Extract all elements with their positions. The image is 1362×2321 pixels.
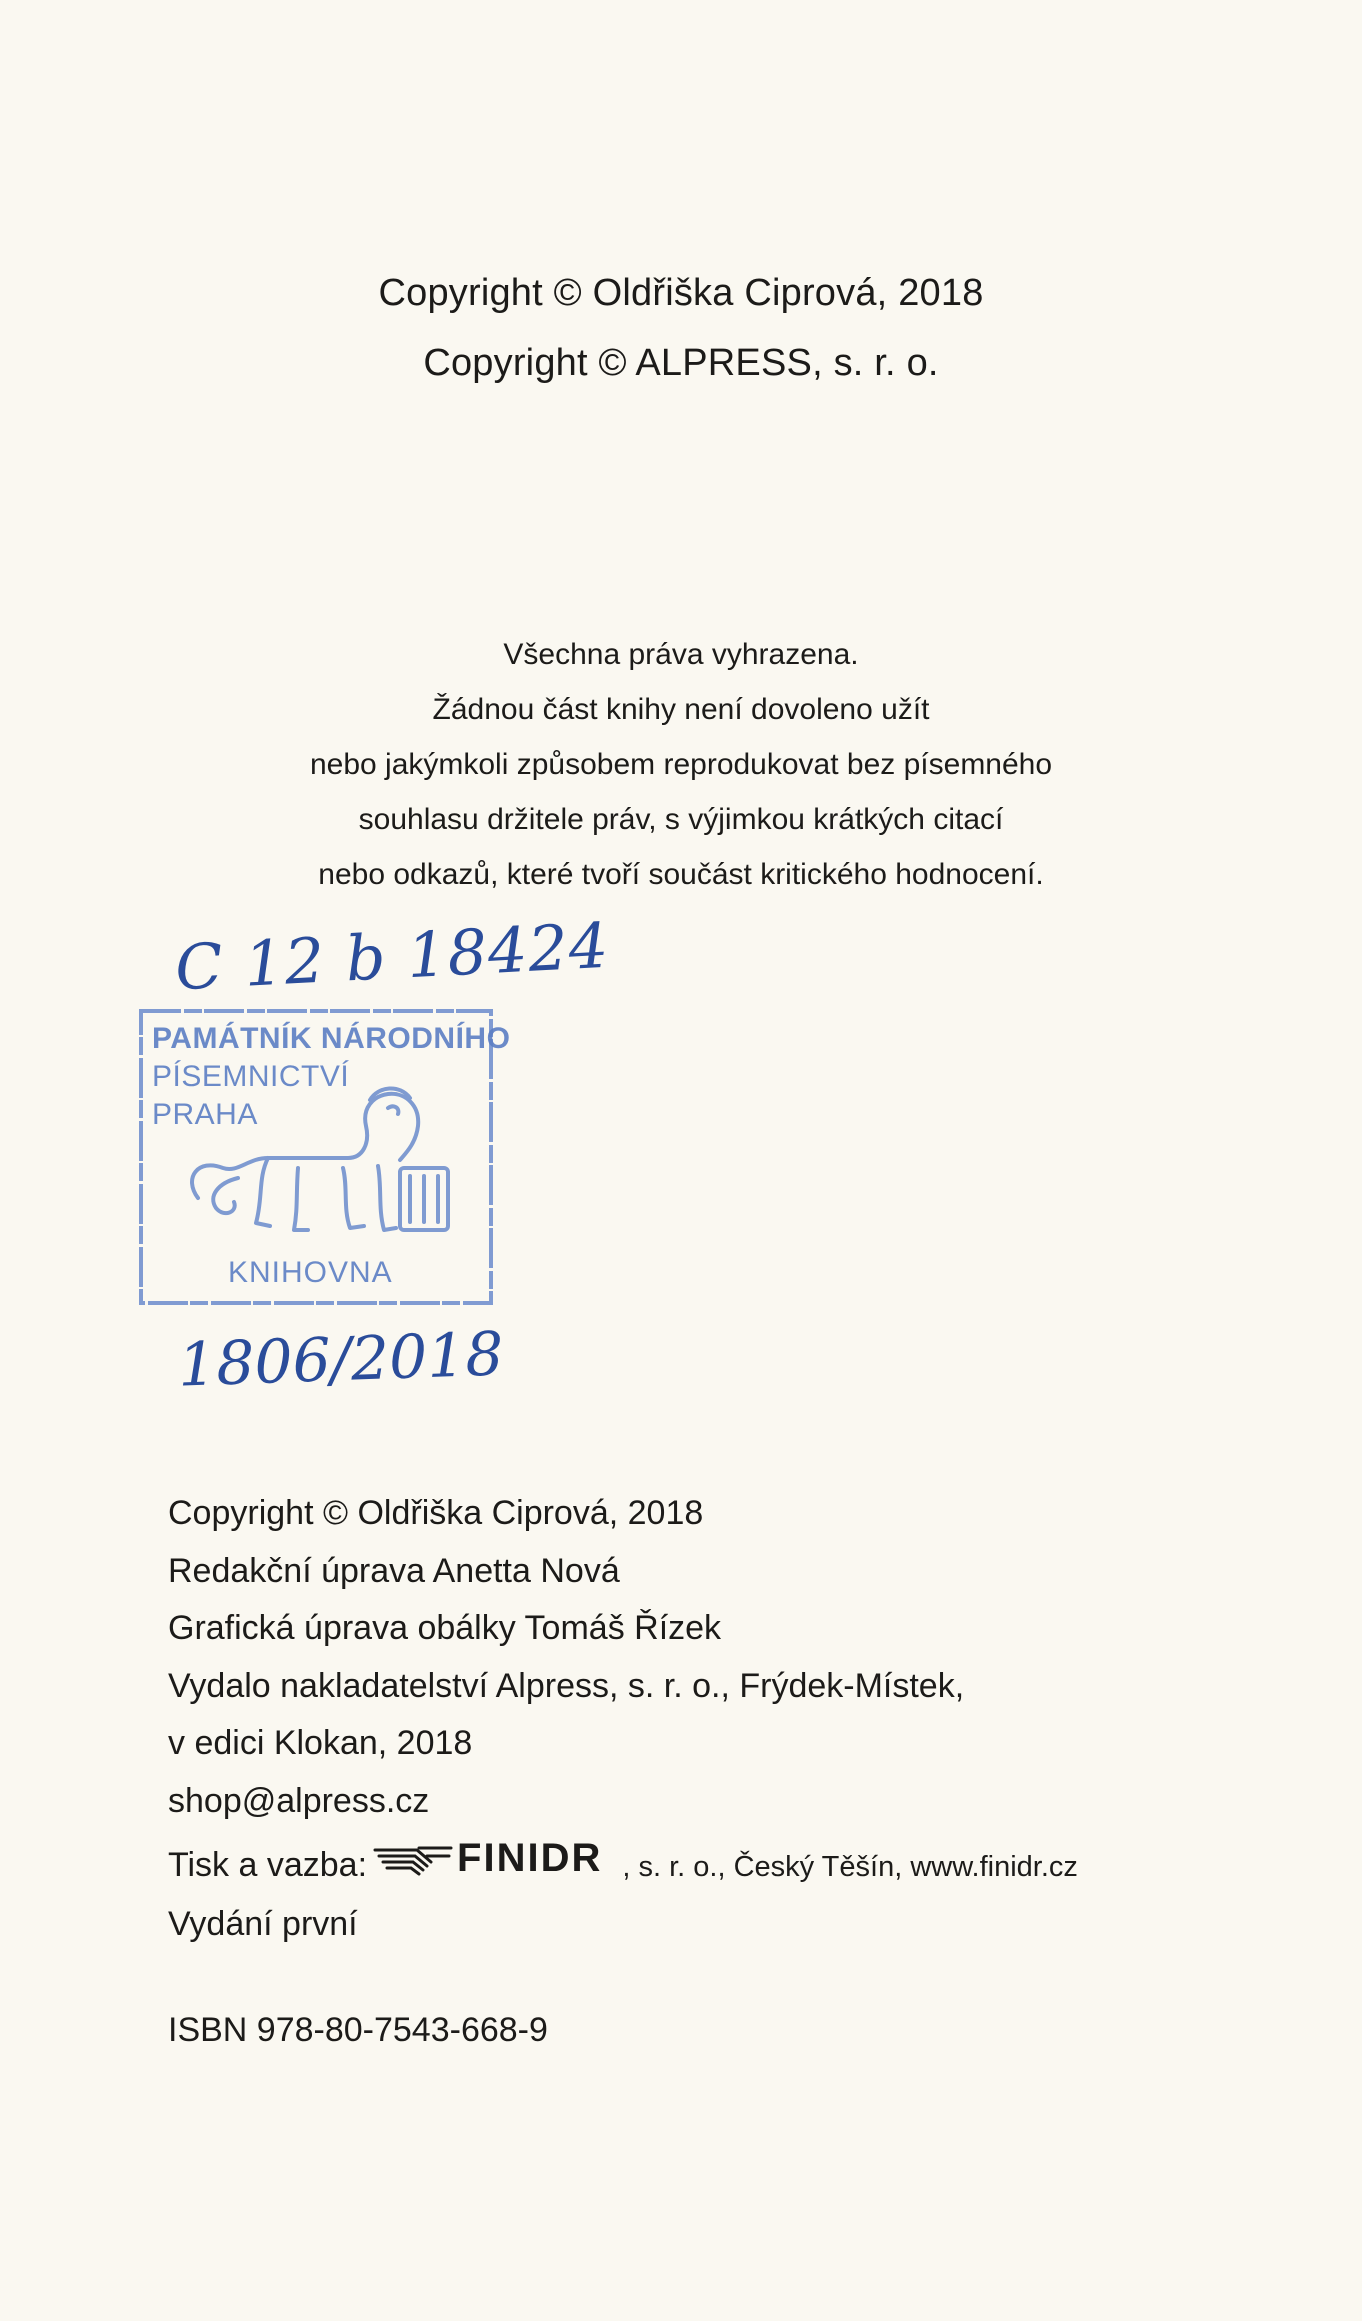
printer-details: , s. r. o., Český Těšín, www.finidr.cz [622, 1850, 1078, 1883]
copyright-publisher-line: Copyright © ALPRESS, s. r. o. [423, 342, 939, 384]
handwritten-acquisition-date: 1806/2018 [176, 1319, 505, 1401]
colophon-edition: Vydání první [168, 1905, 358, 1944]
stamp-city-line: PRAHA [152, 1098, 258, 1131]
rights-line: nebo odkazů, které tvoří součást kritického hodnocení. [318, 858, 1044, 891]
colophon-publisher: Vydalo nakladatelství Alpress, s. r. o., Frýdek-Místek, [168, 1666, 965, 1705]
colophon-series: v edici Klokan, 2018 [168, 1724, 473, 1762]
finidr-logo [373, 1830, 602, 1888]
colophon-copyright: Copyright © Oldřiška Ciprová, 2018 [168, 1494, 704, 1532]
isbn: ISBN 978-80-7543-668-9 [168, 2011, 548, 2049]
colophon-cover-design: Grafická úprava obálky Tomáš Řízek [168, 1609, 722, 1647]
printer-label: Tisk a vazba: [168, 1845, 368, 1884]
copyright-author-line: Copyright © Oldřiška Ciprová, 2018 [378, 272, 984, 314]
rights-line: nebo jakýmkoli způsobem reprodukovat bez písemného [309, 748, 1053, 781]
library-stamp [138, 1008, 511, 1306]
rights-notice [0, 627, 1362, 902]
stamp-footer: KNIHOVNA [228, 1256, 393, 1289]
rights-line: Všechna práva vyhrazena. [503, 638, 859, 671]
finidr-wing-icon [373, 1842, 453, 1876]
colophon-printer [168, 1830, 1078, 1896]
colophon-editor: Redakční úprava Anetta Nová [168, 1551, 620, 1590]
stamp-institution-line: PAMÁTNÍK NÁRODNÍHO [152, 1022, 511, 1055]
finidr-wordmark: FINIDR [457, 1836, 603, 1880]
copyright-header [0, 258, 1362, 398]
rights-line: Žádnou část knihy není dovoleno užít [432, 693, 930, 726]
colophon-email: shop@alpress.cz [168, 1781, 430, 1820]
colophon [168, 1485, 1078, 1954]
handwritten-catalog-number: C 12 b 18424 [173, 908, 611, 1005]
rights-line: souhlasu držitele práv, s výjimkou krátkých citací [358, 803, 1004, 836]
stamp-institution-line: PÍSEMNICTVÍ [152, 1060, 350, 1093]
